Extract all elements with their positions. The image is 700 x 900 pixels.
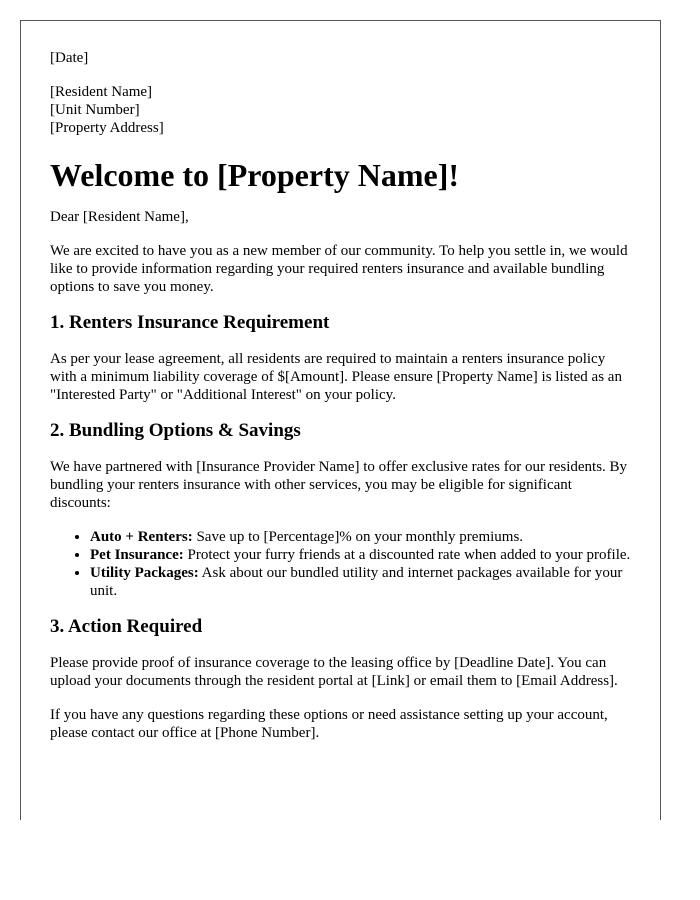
list-item-text: Protect your furry friends at a discounted rate when added to your profile. <box>183 547 631 563</box>
list-item-label: Auto + Renters: <box>90 529 193 545</box>
unit-number: [Unit Number] <box>50 102 140 118</box>
section-heading: 1. Renters Insurance Requirement <box>50 312 330 333</box>
salutation: Dear [Resident Name], <box>50 209 189 225</box>
section-heading: 2. Bundling Options & Savings <box>50 420 301 441</box>
list-item <box>90 528 635 546</box>
letter-title: Welcome to [Property Name]! <box>50 157 460 193</box>
list-item <box>90 546 635 564</box>
section-body: Please provide proof of insurance coverage to the leasing office by [Deadline Date]. You can upload your documents through the resident portal at [Link] or email them to [Email Address]. <box>50 655 618 689</box>
list-item-text: Ask about our bundled utility and internet packages available for your unit. <box>90 565 623 599</box>
list-item-label: Utility Packages: <box>90 565 199 581</box>
property-address: [Property Address] <box>50 120 164 136</box>
list-item <box>90 564 635 600</box>
section-insurance-requirement <box>50 312 635 404</box>
resident-name: [Resident Name] <box>50 84 153 100</box>
letter-page <box>20 20 661 820</box>
section-action-required <box>50 616 635 742</box>
bundling-list <box>50 528 635 600</box>
intro-paragraph: We are excited to have you as a new member of our community. To help you settle in, we would like to provide information regarding your required renters insurance and available bundling options to save you money. <box>50 243 628 295</box>
section-bundling-options <box>50 420 635 600</box>
recipient-address-block <box>50 83 635 137</box>
letter-content <box>50 49 635 758</box>
closing-paragraph: If you have any questions regarding these options or need assistance setting up your account, please contact our office at [Phone Number]. <box>50 707 608 741</box>
list-item-text: Save up to [Percentage]% on your monthly premiums. <box>192 529 524 545</box>
section-body: As per your lease agreement, all residents are required to maintain a renters insurance policy with a minimum liability coverage of $[Amount]. Please ensure [Property Name] is listed as an "Interested Party" or "Additional Interest" on your policy. <box>50 351 622 403</box>
list-item-label: Pet Insurance: <box>90 547 184 563</box>
letter-date: [Date] <box>50 50 89 66</box>
section-heading: 3. Action Required <box>50 616 203 637</box>
section-body: We have partnered with [Insurance Provider Name] to offer exclusive rates for our residents. By bundling your renters insurance with other services, you may be eligible for significant discounts: <box>50 459 628 511</box>
